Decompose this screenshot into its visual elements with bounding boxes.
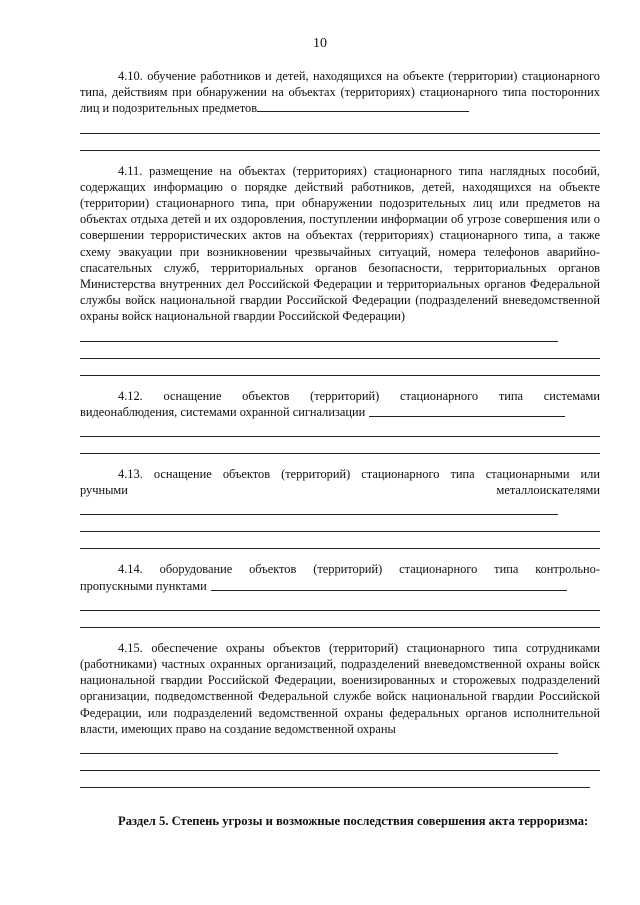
document-content [80,68,600,829]
blank-line [80,754,600,771]
item-4-10 [80,68,600,151]
page-number: 10 [313,36,327,51]
item-4-15 [80,640,600,788]
blank-line [80,594,600,611]
item-4-10-label: 4.10. обучение работников и детей, находящихся на объекте (территории) стационарного типа, действиям при обнаружении на объектах (территориях) стационарного типа посторонних лиц и подозрительных предметов [80,69,600,116]
item-4-13-split-row [80,482,600,498]
blank-line [80,342,600,359]
item-4-14 [80,561,600,627]
item-4-13-left-word: ручными [80,483,128,498]
item-4-12 [80,388,600,454]
blank-line [80,611,600,628]
blank-line [80,359,600,376]
item-4-11-text: 4.11. размещение на объектах (территориях) стационарного типа наглядных пособий, содержащих информацию о порядке действий работников, детей, находящихся на объекте (территории) стационарного типа, при обнаружении подозрительных лиц или предметов на объектах отдыха детей и их оздоровления, поступлении информации об угрозе совершения или о совершении террористических актов на объектах (территориях) стационарного типа, а также схему эвакуации при возникновении чрезвычайных ситуаций, номера телефонов аварийно-спасательных служб, территориальных органов безопасности, территориальных органов Министерства внутренних дел Российской Федерации и территориальных органов Федеральной службы войск национальной гвардии Российской Федерации (подразделений вневедомственной охраны войск национальной гвардии Российской Федерации) [80,163,600,324]
item-4-13-text: 4.13. оснащение объектов (территорий) стационарного типа стационарными или [118,467,600,482]
blank-line [80,515,600,532]
blank-line [80,771,590,788]
item-4-14-fill-line [211,590,567,591]
item-4-13-right-word: металлоискателями [496,483,600,498]
blank-line [80,737,558,754]
item-4-13 [80,466,600,549]
item-4-12-last-row [80,404,600,420]
blank-line [80,420,600,437]
item-4-14-text: 4.14. оборудование объектов (территорий) стационарного типа контрольно- [118,562,600,577]
section-5-heading: Раздел 5. Степень угрозы и возможные последствия совершения акта терроризма: [118,814,589,829]
item-4-12-text: 4.12. оснащение объектов (территорий) стационарного типа системами [118,388,600,403]
blank-line [80,134,600,151]
item-4-14-last-row [80,578,600,594]
blank-line [80,498,558,515]
item-4-15-text: 4.15. обеспечение охраны объектов (территорий) стационарного типа сотрудниками (работниками) частных охранных организаций, подразделений вневедомственной охраны войск национальной гвардии Российской Федерации, военизированных и сторожевых подразделений организации, подведомственной Федеральной службе войск национальной гвардии Российской Федерации, или подразделений ведомственной охраны федеральных органов исполнительной власти, имеющих право на создание ведомственной охраны [80,640,600,736]
item-4-12-fill-line [369,416,565,417]
item-4-14-last-text: пропускными пунктами [80,578,207,593]
blank-line [80,437,600,454]
item-4-10-text [80,68,600,117]
item-4-12-last-text: видеонаблюдения, системами охранной сигнализации [80,404,366,419]
blank-line [80,325,558,342]
item-4-11 [80,163,600,376]
blank-line [80,117,600,134]
item-4-10-fill-line [257,100,469,112]
blank-line [80,532,600,549]
